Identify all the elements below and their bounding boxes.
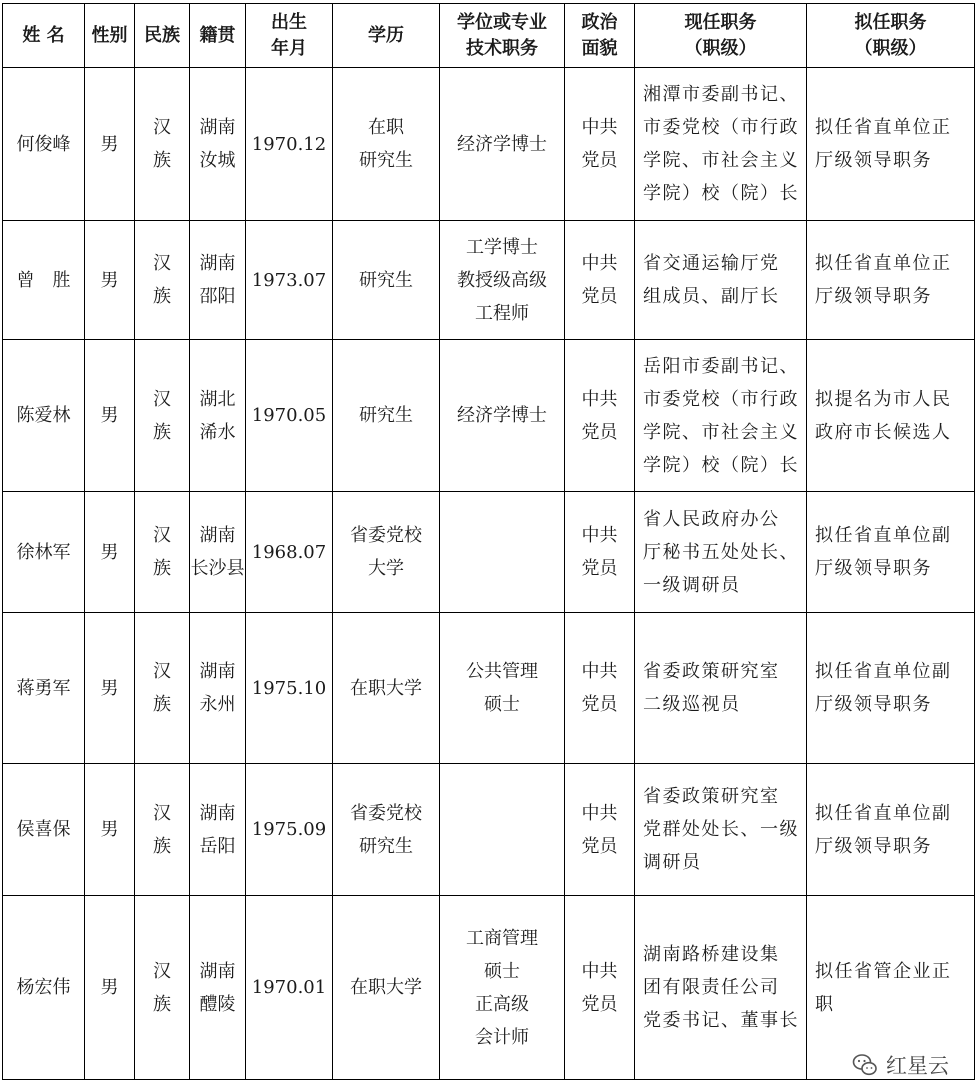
cell-name: 何俊峰	[3, 68, 85, 221]
table-row	[3, 68, 975, 221]
header-proposed-position: 拟任职务 （职级）	[807, 4, 975, 68]
cell-native-place: 湖南 醴陵	[190, 896, 246, 1080]
header-native-place: 籍贯	[190, 4, 246, 68]
cell-ethnicity: 汉 族	[135, 221, 190, 340]
cell-birth: 1968.07	[246, 492, 333, 613]
cadre-table	[2, 3, 975, 1080]
cell-education: 在职大学	[333, 613, 440, 764]
cell-political: 中共 党员	[565, 221, 635, 340]
cell-native-place: 湖南 永州	[190, 613, 246, 764]
table-row	[3, 492, 975, 613]
cell-birth: 1973.07	[246, 221, 333, 340]
cell-gender: 男	[85, 613, 135, 764]
cell-degree	[440, 492, 565, 613]
cell-gender: 男	[85, 68, 135, 221]
cell-birth: 1975.09	[246, 764, 333, 896]
cell-birth: 1970.05	[246, 340, 333, 492]
header-education: 学历	[333, 4, 440, 68]
cell-proposed-position: 拟任省直单位副 厅级领导职务	[807, 492, 975, 613]
header-row	[3, 4, 975, 68]
cell-proposed-position: 拟任省直单位正 厅级领导职务	[807, 221, 975, 340]
cell-birth: 1970.12	[246, 68, 333, 221]
table-row	[3, 613, 975, 764]
header-ethnicity: 民族	[135, 4, 190, 68]
cell-degree: 公共管理 硕士	[440, 613, 565, 764]
cell-native-place: 湖南 岳阳	[190, 764, 246, 896]
cell-political: 中共 党员	[565, 492, 635, 613]
cell-name: 曾 胜	[3, 221, 85, 340]
cell-current-position: 省交通运输厅党 组成员、副厅长	[635, 221, 807, 340]
header-degree: 学位或专业 技术职务	[440, 4, 565, 68]
cell-education: 研究生	[333, 340, 440, 492]
wechat-chat-icon	[852, 1052, 878, 1078]
cell-ethnicity: 汉 族	[135, 340, 190, 492]
cell-gender: 男	[85, 764, 135, 896]
cell-name: 杨宏伟	[3, 896, 85, 1080]
cell-proposed-position: 拟任省直单位副 厅级领导职务	[807, 764, 975, 896]
cell-ethnicity: 汉 族	[135, 492, 190, 613]
cell-native-place: 湖南 长沙县	[190, 492, 246, 613]
cell-political: 中共 党员	[565, 340, 635, 492]
header-political: 政治 面貌	[565, 4, 635, 68]
cell-ethnicity: 汉 族	[135, 613, 190, 764]
cell-degree: 工学博士 教授级高级 工程师	[440, 221, 565, 340]
cell-native-place: 湖北 浠水	[190, 340, 246, 492]
cell-birth: 1975.10	[246, 613, 333, 764]
cell-gender: 男	[85, 896, 135, 1080]
cell-gender: 男	[85, 492, 135, 613]
cell-name: 侯喜保	[3, 764, 85, 896]
cell-education: 在职大学	[333, 896, 440, 1080]
cell-ethnicity: 汉 族	[135, 68, 190, 221]
cell-current-position: 湘潭市委副书记、 市委党校（市行政 学院、市社会主义 学院）校（院）长	[635, 68, 807, 221]
cell-degree: 工商管理 硕士 正高级 会计师	[440, 896, 565, 1080]
cell-current-position: 省委政策研究室 党群处处长、一级 调研员	[635, 764, 807, 896]
cell-political: 中共 党员	[565, 764, 635, 896]
cell-ethnicity: 汉 族	[135, 764, 190, 896]
cell-gender: 男	[85, 340, 135, 492]
cell-political: 中共 党员	[565, 613, 635, 764]
cell-education: 研究生	[333, 221, 440, 340]
table-row	[3, 764, 975, 896]
cell-current-position: 省人民政府办公 厅秘书五处处长、 一级调研员	[635, 492, 807, 613]
cell-gender: 男	[85, 221, 135, 340]
table-row	[3, 221, 975, 340]
cell-political: 中共 党员	[565, 896, 635, 1080]
cell-education: 省委党校 研究生	[333, 764, 440, 896]
cell-proposed-position: 拟任省直单位正 厅级领导职务	[807, 68, 975, 221]
cell-native-place: 湖南 汝城	[190, 68, 246, 221]
table-row	[3, 340, 975, 492]
cell-degree	[440, 764, 565, 896]
source-watermark	[852, 1050, 949, 1080]
cell-education: 在职 研究生	[333, 68, 440, 221]
cell-birth: 1970.01	[246, 896, 333, 1080]
cell-current-position: 湖南路桥建设集 团有限责任公司 党委书记、董事长	[635, 896, 807, 1080]
cell-native-place: 湖南 邵阳	[190, 221, 246, 340]
cell-ethnicity: 汉 族	[135, 896, 190, 1080]
table-row	[3, 896, 975, 1080]
cell-degree: 经济学博士	[440, 340, 565, 492]
cell-degree: 经济学博士	[440, 68, 565, 221]
header-name: 姓 名	[3, 4, 85, 68]
cell-name: 徐林军	[3, 492, 85, 613]
cell-proposed-position: 拟任省管企业正 职	[807, 896, 975, 1080]
watermark-text: 红星云	[886, 1054, 949, 1078]
cell-political: 中共 党员	[565, 68, 635, 221]
header-birth: 出生 年月	[246, 4, 333, 68]
header-gender: 性别	[85, 4, 135, 68]
cell-name: 蒋勇军	[3, 613, 85, 764]
cell-current-position: 省委政策研究室 二级巡视员	[635, 613, 807, 764]
cell-proposed-position: 拟提名为市人民 政府市长候选人	[807, 340, 975, 492]
cell-proposed-position: 拟任省直单位副 厅级领导职务	[807, 613, 975, 764]
cell-education: 省委党校 大学	[333, 492, 440, 613]
cell-name: 陈爱林	[3, 340, 85, 492]
header-current-position: 现任职务 （职级）	[635, 4, 807, 68]
cell-current-position: 岳阳市委副书记、 市委党校（市行政 学院、市社会主义 学院）校（院）长	[635, 340, 807, 492]
